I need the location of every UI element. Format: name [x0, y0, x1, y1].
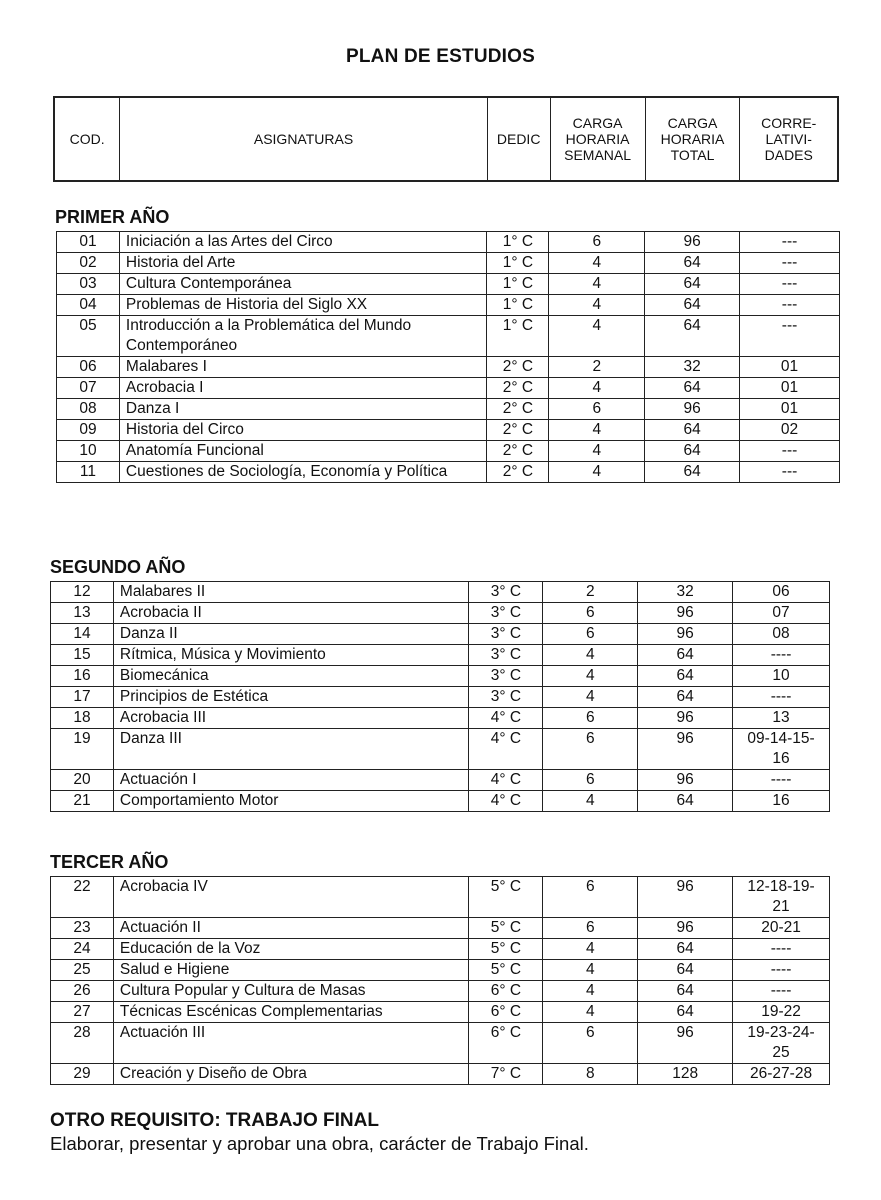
weekly-hours-cell: 6: [543, 877, 638, 918]
dedic-cell: 2° C: [487, 420, 549, 441]
cod-cell: 07: [57, 378, 120, 399]
cod-cell: 01: [57, 232, 120, 253]
table-row: [57, 232, 840, 253]
section-table-segundo: [50, 581, 830, 812]
cod-cell: 20: [51, 770, 114, 791]
correlatives-cell: 02: [740, 420, 840, 441]
cod-cell: 02: [57, 253, 120, 274]
weekly-hours-cell: 6: [543, 603, 638, 624]
table-row: [57, 378, 840, 399]
subject-cell: Acrobacia II: [113, 603, 469, 624]
table-row: [51, 939, 830, 960]
subject-cell: Iniciación a las Artes del Circo: [119, 232, 487, 253]
weekly-hours-cell: 6: [543, 624, 638, 645]
header-table: [53, 96, 839, 182]
weekly-hours-cell: 4: [543, 960, 638, 981]
table-row: [51, 791, 830, 812]
subject-cell: Actuación II: [113, 918, 469, 939]
total-hours-cell: 96: [638, 603, 733, 624]
subject-cell: Principios de Estética: [113, 687, 469, 708]
total-hours-cell: 64: [645, 378, 740, 399]
dedic-cell: 2° C: [487, 378, 549, 399]
correlatives-cell: 01: [740, 357, 840, 378]
total-hours-cell: 64: [638, 960, 733, 981]
dedic-cell: 2° C: [487, 441, 549, 462]
total-hours-cell: 64: [638, 981, 733, 1002]
cod-cell: 21: [51, 791, 114, 812]
table-row: [51, 770, 830, 791]
table-row: [51, 666, 830, 687]
total-hours-cell: 128: [638, 1064, 733, 1085]
dedic-cell: 1° C: [487, 232, 549, 253]
correlatives-cell: 07: [733, 603, 830, 624]
total-hours-cell: 96: [645, 399, 740, 420]
table-row: [57, 253, 840, 274]
dedic-cell: 5° C: [469, 918, 543, 939]
weekly-hours-cell: 2: [543, 582, 638, 603]
header-carga-total: CARGA HORARIA TOTAL: [645, 97, 740, 181]
total-hours-cell: 64: [638, 687, 733, 708]
dedic-cell: 4° C: [469, 708, 543, 729]
correlatives-cell: ---: [740, 462, 840, 483]
table-row: [57, 357, 840, 378]
dedic-cell: 6° C: [469, 1002, 543, 1023]
dedic-cell: 5° C: [469, 960, 543, 981]
weekly-hours-cell: 4: [549, 462, 645, 483]
correlatives-cell: 08: [733, 624, 830, 645]
section-title-primer: PRIMER AÑO: [55, 207, 170, 227]
total-hours-cell: 64: [638, 791, 733, 812]
table-row: [57, 462, 840, 483]
cod-cell: 11: [57, 462, 120, 483]
correlatives-cell: ----: [733, 939, 830, 960]
weekly-hours-cell: 4: [549, 378, 645, 399]
cod-cell: 03: [57, 274, 120, 295]
footer-heading: OTRO REQUISITO: TRABAJO FINAL: [50, 1110, 379, 1131]
weekly-hours-cell: 4: [543, 791, 638, 812]
correlatives-cell: 13: [733, 708, 830, 729]
cod-cell: 12: [51, 582, 114, 603]
cod-cell: 16: [51, 666, 114, 687]
table-row: [51, 1064, 830, 1085]
weekly-hours-cell: 4: [543, 666, 638, 687]
table-row: [51, 918, 830, 939]
weekly-hours-cell: 6: [549, 232, 645, 253]
total-hours-cell: 64: [645, 316, 740, 357]
subject-cell: Cultura Contemporánea: [119, 274, 487, 295]
correlatives-cell: 20-21: [733, 918, 830, 939]
total-hours-cell: 64: [638, 645, 733, 666]
correlatives-cell: 01: [740, 378, 840, 399]
subject-cell: Creación y Diseño de Obra: [113, 1064, 469, 1085]
correlatives-cell: 09-14-15- 16: [733, 729, 830, 770]
header-asignaturas: ASIGNATURAS: [120, 97, 487, 181]
header-dedic: DEDIC: [487, 97, 550, 181]
table-row: [57, 441, 840, 462]
correlatives-cell: 12-18-19- 21: [733, 877, 830, 918]
correlatives-cell: ---: [740, 232, 840, 253]
weekly-hours-cell: 6: [543, 918, 638, 939]
total-hours-cell: 64: [638, 666, 733, 687]
cod-cell: 26: [51, 981, 114, 1002]
cod-cell: 24: [51, 939, 114, 960]
cod-cell: 08: [57, 399, 120, 420]
header-cod: COD.: [54, 97, 120, 181]
subject-cell: Problemas de Historia del Siglo XX: [119, 295, 487, 316]
dedic-cell: 4° C: [469, 729, 543, 770]
total-hours-cell: 96: [638, 624, 733, 645]
weekly-hours-cell: 6: [543, 708, 638, 729]
dedic-cell: 1° C: [487, 274, 549, 295]
subject-cell: Comportamiento Motor: [113, 791, 469, 812]
dedic-cell: 5° C: [469, 939, 543, 960]
correlatives-cell: ---: [740, 253, 840, 274]
weekly-hours-cell: 4: [543, 645, 638, 666]
weekly-hours-cell: 4: [549, 441, 645, 462]
page-title: PLAN DE ESTUDIOS: [346, 46, 535, 67]
dedic-cell: 3° C: [469, 624, 543, 645]
table-row: [51, 582, 830, 603]
subject-cell: Actuación I: [113, 770, 469, 791]
table-row: [57, 420, 840, 441]
correlatives-cell: 10: [733, 666, 830, 687]
weekly-hours-cell: 4: [549, 420, 645, 441]
correlatives-cell: ---: [740, 441, 840, 462]
table-row: [51, 708, 830, 729]
subject-cell: Actuación III: [113, 1023, 469, 1064]
table-row: [51, 729, 830, 770]
subject-cell: Historia del Arte: [119, 253, 487, 274]
cod-cell: 18: [51, 708, 114, 729]
header-correlatividades: CORRE- LATIVI- DADES: [740, 97, 838, 181]
dedic-cell: 3° C: [469, 603, 543, 624]
correlatives-cell: ----: [733, 960, 830, 981]
section-title-segundo: SEGUNDO AÑO: [50, 557, 186, 577]
weekly-hours-cell: 4: [549, 274, 645, 295]
table-row: [51, 624, 830, 645]
subject-cell: Historia del Circo: [119, 420, 487, 441]
correlatives-cell: ----: [733, 687, 830, 708]
total-hours-cell: 64: [645, 274, 740, 295]
dedic-cell: 1° C: [487, 253, 549, 274]
cod-cell: 23: [51, 918, 114, 939]
correlatives-cell: ----: [733, 770, 830, 791]
table-row: [51, 603, 830, 624]
dedic-cell: 7° C: [469, 1064, 543, 1085]
cod-cell: 29: [51, 1064, 114, 1085]
dedic-cell: 6° C: [469, 1023, 543, 1064]
weekly-hours-cell: 4: [549, 253, 645, 274]
total-hours-cell: 64: [638, 939, 733, 960]
dedic-cell: 2° C: [487, 357, 549, 378]
table-row: [51, 645, 830, 666]
table-row: [57, 399, 840, 420]
footer-text: Elaborar, presentar y aprobar una obra, carácter de Trabajo Final.: [50, 1133, 589, 1154]
table-row: [51, 1002, 830, 1023]
correlatives-cell: 01: [740, 399, 840, 420]
table-row: [57, 316, 840, 357]
table-row: [51, 960, 830, 981]
weekly-hours-cell: 4: [543, 1002, 638, 1023]
weekly-hours-cell: 4: [543, 981, 638, 1002]
weekly-hours-cell: 6: [543, 770, 638, 791]
section-title-tercer: TERCER AÑO: [50, 852, 169, 872]
correlatives-cell: 19-23-24- 25: [733, 1023, 830, 1064]
cod-cell: 28: [51, 1023, 114, 1064]
subject-cell: Técnicas Escénicas Complementarias: [113, 1002, 469, 1023]
total-hours-cell: 96: [638, 877, 733, 918]
dedic-cell: 4° C: [469, 770, 543, 791]
cod-cell: 09: [57, 420, 120, 441]
weekly-hours-cell: 2: [549, 357, 645, 378]
section-table-tercer: [50, 876, 830, 1085]
weekly-hours-cell: 4: [549, 316, 645, 357]
total-hours-cell: 96: [638, 729, 733, 770]
cod-cell: 05: [57, 316, 120, 357]
correlatives-cell: ---: [740, 295, 840, 316]
dedic-cell: 3° C: [469, 687, 543, 708]
dedic-cell: 2° C: [487, 462, 549, 483]
total-hours-cell: 64: [645, 253, 740, 274]
weekly-hours-cell: 6: [543, 1023, 638, 1064]
subject-cell: Salud e Higiene: [113, 960, 469, 981]
dedic-cell: 4° C: [469, 791, 543, 812]
subject-cell: Rítmica, Música y Movimiento: [113, 645, 469, 666]
subject-cell: Danza II: [113, 624, 469, 645]
subject-cell: Cultura Popular y Cultura de Masas: [113, 981, 469, 1002]
weekly-hours-cell: 4: [549, 295, 645, 316]
total-hours-cell: 96: [638, 708, 733, 729]
dedic-cell: 3° C: [469, 645, 543, 666]
total-hours-cell: 96: [638, 1023, 733, 1064]
cod-cell: 10: [57, 441, 120, 462]
table-row: [57, 295, 840, 316]
table-row: [51, 981, 830, 1002]
weekly-hours-cell: 6: [543, 729, 638, 770]
dedic-cell: 3° C: [469, 582, 543, 603]
cod-cell: 15: [51, 645, 114, 666]
dedic-cell: 5° C: [469, 877, 543, 918]
dedic-cell: 2° C: [487, 399, 549, 420]
total-hours-cell: 64: [645, 441, 740, 462]
subject-cell: Acrobacia IV: [113, 877, 469, 918]
subject-cell: Educación de la Voz: [113, 939, 469, 960]
cod-cell: 13: [51, 603, 114, 624]
subject-cell: Danza I: [119, 399, 487, 420]
subject-cell: Acrobacia I: [119, 378, 487, 399]
table-row: [57, 274, 840, 295]
dedic-cell: 6° C: [469, 981, 543, 1002]
total-hours-cell: 32: [638, 582, 733, 603]
cod-cell: 04: [57, 295, 120, 316]
subject-cell: Cuestiones de Sociología, Economía y Política: [119, 462, 487, 483]
subject-cell: Malabares II: [113, 582, 469, 603]
subject-cell: Biomecánica: [113, 666, 469, 687]
total-hours-cell: 96: [645, 232, 740, 253]
correlatives-cell: ----: [733, 645, 830, 666]
cod-cell: 14: [51, 624, 114, 645]
correlatives-cell: 26-27-28: [733, 1064, 830, 1085]
table-row: [51, 877, 830, 918]
dedic-cell: 1° C: [487, 295, 549, 316]
subject-cell: Malabares I: [119, 357, 487, 378]
correlatives-cell: ----: [733, 981, 830, 1002]
total-hours-cell: 64: [645, 462, 740, 483]
total-hours-cell: 96: [638, 918, 733, 939]
cod-cell: 19: [51, 729, 114, 770]
cod-cell: 27: [51, 1002, 114, 1023]
cod-cell: 25: [51, 960, 114, 981]
subject-cell: Danza III: [113, 729, 469, 770]
subject-cell: Anatomía Funcional: [119, 441, 487, 462]
total-hours-cell: 32: [645, 357, 740, 378]
header-carga-semanal: CARGA HORARIA SEMANAL: [550, 97, 645, 181]
weekly-hours-cell: 4: [543, 687, 638, 708]
correlatives-cell: 06: [733, 582, 830, 603]
correlatives-cell: 16: [733, 791, 830, 812]
weekly-hours-cell: 8: [543, 1064, 638, 1085]
dedic-cell: 1° C: [487, 316, 549, 357]
cod-cell: 06: [57, 357, 120, 378]
correlatives-cell: ---: [740, 274, 840, 295]
dedic-cell: 3° C: [469, 666, 543, 687]
total-hours-cell: 96: [638, 770, 733, 791]
section-table-primer: [56, 231, 840, 483]
subject-cell: Acrobacia III: [113, 708, 469, 729]
total-hours-cell: 64: [645, 420, 740, 441]
total-hours-cell: 64: [645, 295, 740, 316]
cod-cell: 22: [51, 877, 114, 918]
total-hours-cell: 64: [638, 1002, 733, 1023]
subject-cell: Introducción a la Problemática del Mundo Contemporáneo: [119, 316, 487, 357]
correlatives-cell: 19-22: [733, 1002, 830, 1023]
correlatives-cell: ---: [740, 316, 840, 357]
table-row: [51, 1023, 830, 1064]
weekly-hours-cell: 6: [549, 399, 645, 420]
table-row: [51, 687, 830, 708]
cod-cell: 17: [51, 687, 114, 708]
weekly-hours-cell: 4: [543, 939, 638, 960]
